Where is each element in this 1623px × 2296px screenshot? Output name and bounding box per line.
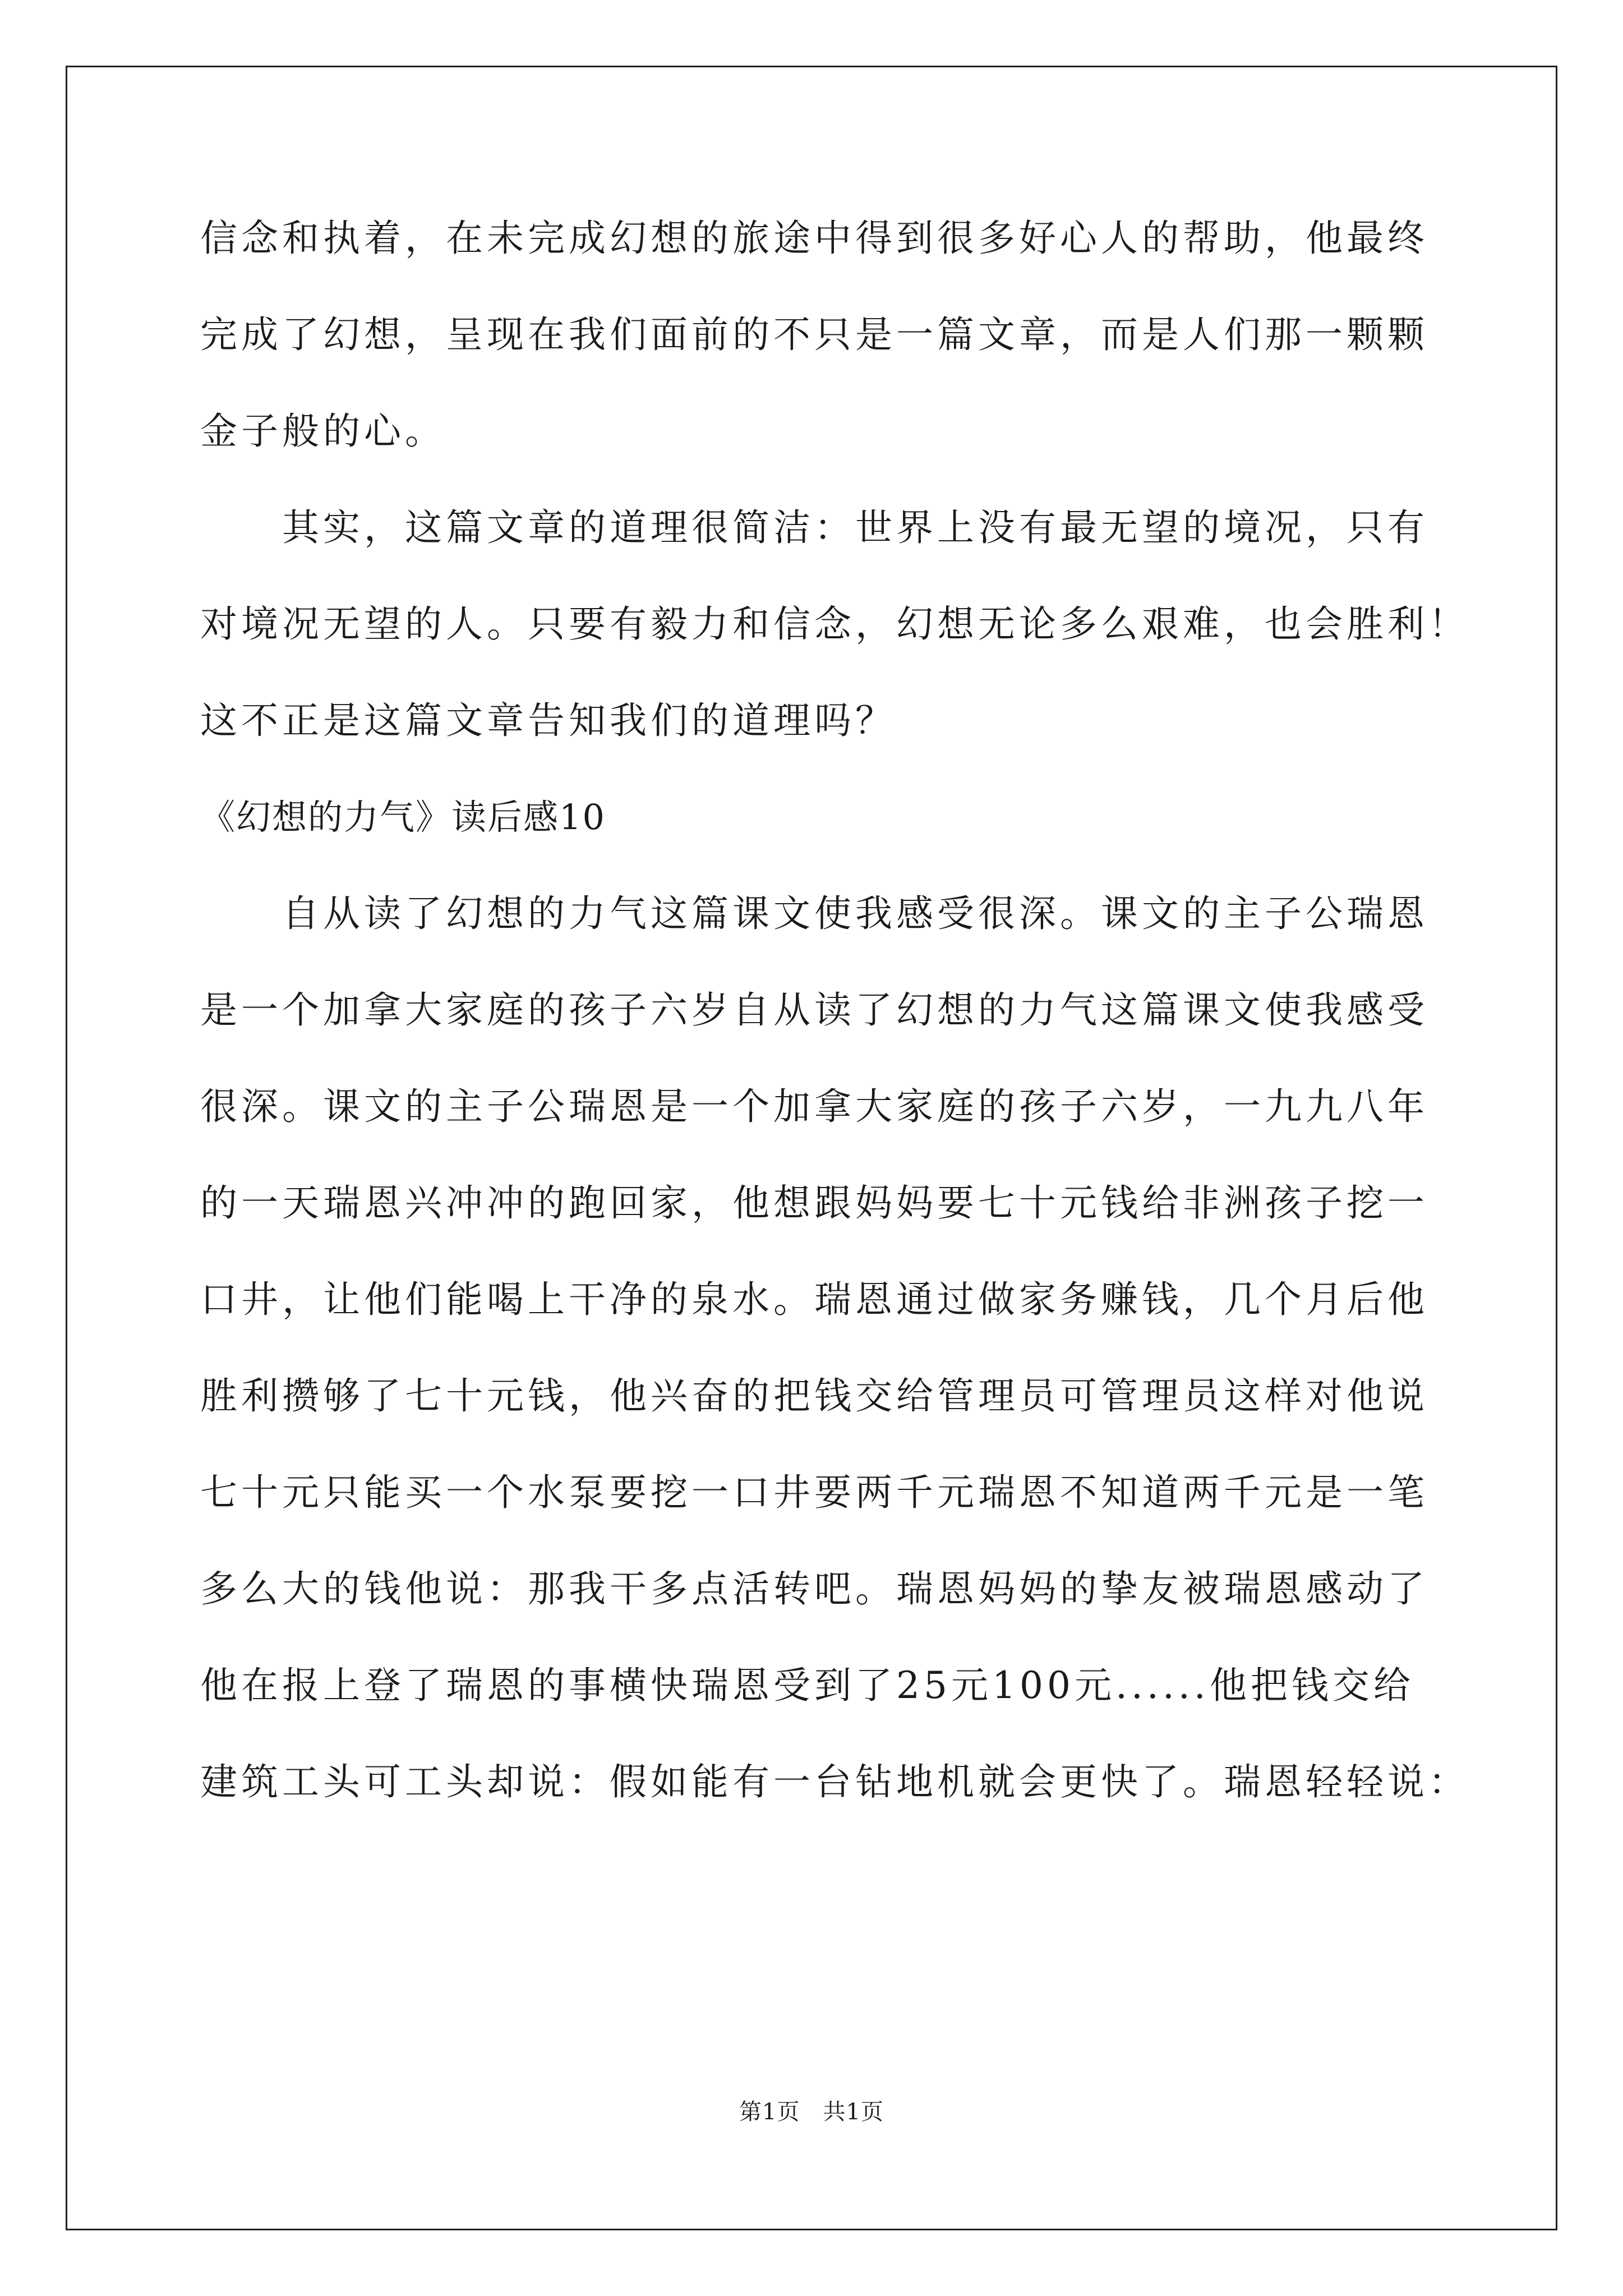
section-heading: 《幻想的力气》读后感10 <box>200 797 606 838</box>
paragraph-line: 他在报上登了瑞恩的事横快瑞恩受到了25元100元......他把钱交给 <box>200 1664 1414 1707</box>
paragraph-line: 多么大的钱他说：那我干多点活转吧。瑞恩妈妈的挚友被瑞恩感动了 <box>200 1567 1428 1611</box>
paragraph-line: 是一个加拿大家庭的孩子六岁自从读了幻想的力气这篇课文使我感受 <box>200 988 1428 1032</box>
paragraph-line: 口井，让他们能喝上干净的泉水。瑞恩通过做家务赚钱，几个月后他 <box>200 1278 1428 1321</box>
paragraph-line: 金子般的心。 <box>200 409 446 453</box>
paragraph-line: 胜利攒够了七十元钱，他兴奋的把钱交给管理员可管理员这样对他说 <box>200 1374 1428 1418</box>
paragraph-line: 很深。课文的主子公瑞恩是一个加拿大家庭的孩子六岁，一九九八年 <box>200 1085 1428 1128</box>
paragraph-line: 建筑工头可工头却说：假如能有一台钻地机就会更快了。瑞恩轻轻说： <box>200 1760 1469 1803</box>
paragraph-line: 自从读了幻想的力气这篇课文使我感受很深。课文的主子公瑞恩 <box>200 892 1428 935</box>
page-number-footer: 第1页 共1页 <box>739 2099 884 2125</box>
paragraph-line: 信念和执着，在未完成幻想的旅途中得到很多好心人的帮助，他最终 <box>200 217 1428 260</box>
paragraph-line: 其实，这篇文章的道理很简洁：世界上没有最无望的境况，只有 <box>200 506 1428 549</box>
paragraph-line: 完成了幻想，呈现在我们面前的不只是一篇文章，而是人们那一颗颗 <box>200 313 1428 356</box>
paragraph-line: 的一天瑞恩兴冲冲的跑回家，他想跟妈妈要七十元钱给非洲孩子挖一 <box>200 1181 1428 1225</box>
paragraph-line: 对境况无望的人。只要有毅力和信念，幻想无论多么艰难，也会胜利！ <box>200 602 1469 646</box>
paragraph-line: 七十元只能买一个水泵要挖一口井要两千元瑞恩不知道两千元是一笔 <box>200 1471 1428 1514</box>
page-border <box>66 66 1557 2230</box>
paragraph-line: 这不正是这篇文章告知我们的道理吗？ <box>200 699 896 742</box>
